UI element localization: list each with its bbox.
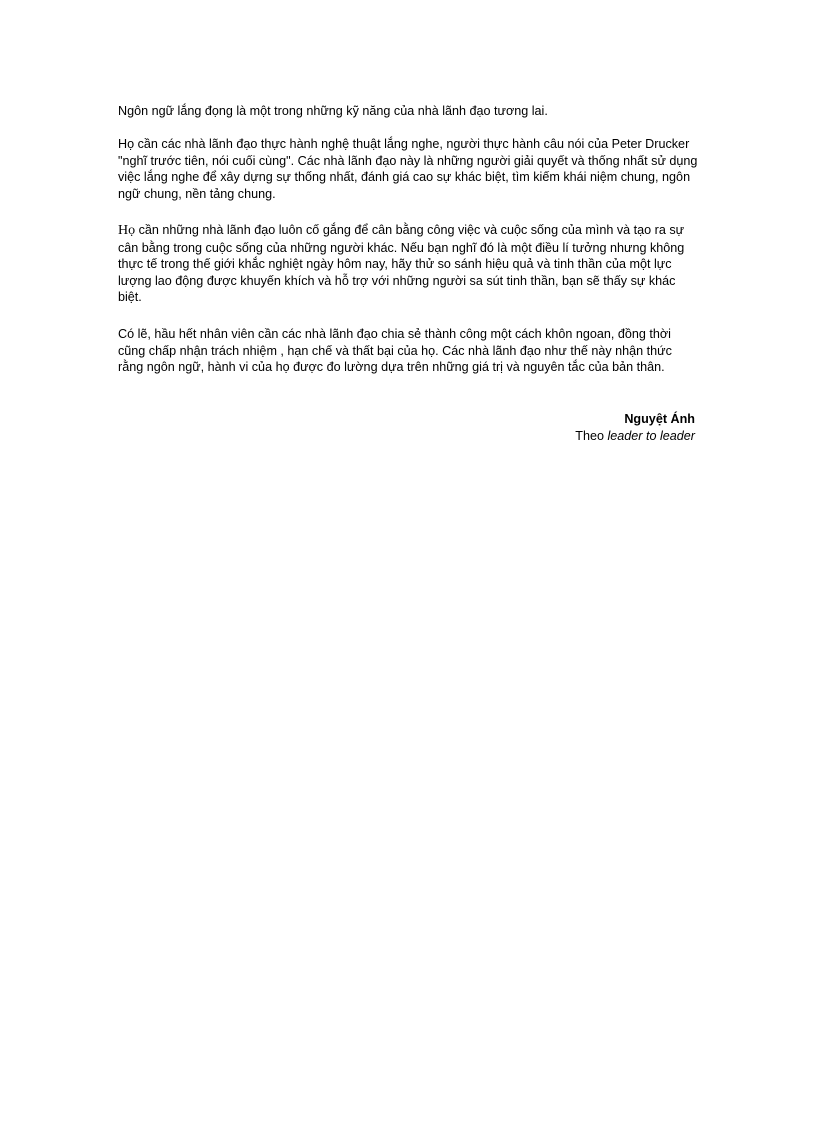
author-name: Nguyệt Ánh	[624, 412, 695, 426]
paragraph-intro: Ngôn ngữ lắng đọng là một trong những kỹ năng của nhà lãnh đạo tương lai.	[118, 104, 548, 118]
signature-block	[575, 411, 695, 444]
paragraph-balance-first-word: Họ	[118, 223, 136, 238]
source-line	[575, 429, 695, 443]
paragraph-responsibility: Có lẽ, hầu hết nhân viên cần các nhà lãnh đạo chia sẻ thành công một cách khôn ngoan, đồng thời cũng chấp nhận trách nhiệm , hạn chế và thất bại của họ. Các nhà lãnh đạo như thế này nhận thức rằng ngôn ngữ, hành vi của họ được đo lường dựa trên những giá trị và nguyên tắc của bản thân.	[118, 327, 672, 374]
source-name: leader to leader	[607, 428, 695, 443]
paragraph-balance	[118, 222, 698, 306]
paragraph-listening: Họ cần các nhà lãnh đạo thực hành nghệ thuật lắng nghe, người thực hành câu nói của Peter Drucker "nghĩ trước tiên, nói cuối cùng". Các nhà lãnh đạo này là những người giải quyết và thống nhất sử dụng việc lắng nghe để xây dựng sự thống nhất, đánh giá cao sự khác biệt, tìm kiếm khái niệm chung, ngôn ngữ chung, nền tảng chung.	[118, 137, 698, 201]
paragraph-balance-body: cần những nhà lãnh đạo luôn cố gắng để cân bằng công việc và cuộc sống của mình và tạo ra sự cân bằng trong cuộc sống của những người khác. Nếu bạn nghĩ đó là một điều lí tưởng nhưng không thực tế trong thế giới khắc nghiệt ngày hôm nay, hãy thử so sánh hiệu quả và tinh thần của một lực lượng lao động được khuyến khích và hỗ trợ với những người sa sút tinh thần, bạn sẽ thấy sự khác biệt.	[118, 223, 685, 304]
source-prefix: Theo	[575, 428, 608, 443]
